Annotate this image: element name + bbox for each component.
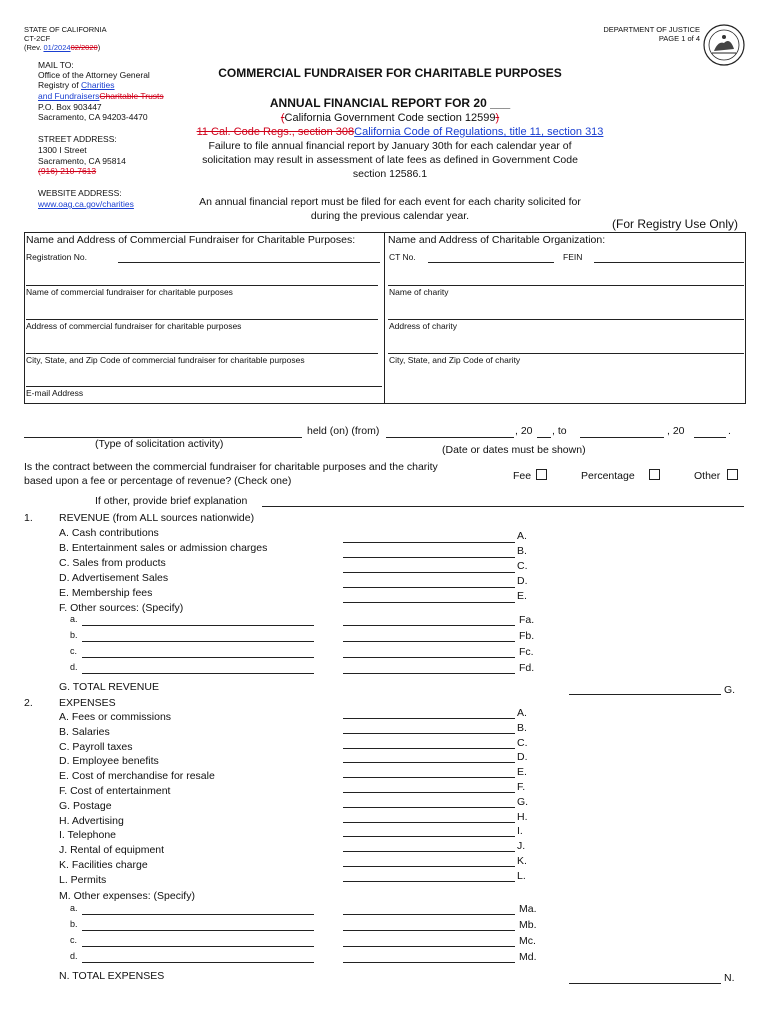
expense-item-code: I. <box>517 825 523 838</box>
period: . <box>728 425 731 437</box>
expense-other-letter: b. <box>70 919 78 929</box>
revenue-other-desc-field[interactable] <box>82 641 314 642</box>
report-title: ANNUAL FINANCIAL REPORT FOR 20 ___ <box>269 96 511 110</box>
revenue-other-letter: d. <box>70 662 78 672</box>
revenue-item-code: C. <box>517 560 528 572</box>
page-number: PAGE 1 of 4 <box>658 34 700 43</box>
website-label: WEBSITE ADDRESS: <box>38 188 122 198</box>
percentage-checkbox[interactable] <box>649 469 660 480</box>
annual-line-1: An annual financial report must be filed for each event for each charity solicited for <box>199 196 581 208</box>
registration-no-field[interactable] <box>118 262 380 263</box>
expense-item-field[interactable] <box>343 851 515 852</box>
solicitation-type-caption: (Type of solicitation activity) <box>95 438 224 450</box>
expense-other-desc-field[interactable] <box>82 914 314 915</box>
expense-item-code: L. <box>517 869 526 882</box>
fail-line-1: Failure to file annual financial report by January 30th for each calendar year of <box>208 140 572 152</box>
revenue-other-code: Fc. <box>519 646 534 658</box>
expense-item-field[interactable] <box>343 733 515 734</box>
date-to-field[interactable] <box>580 437 664 438</box>
cf-email-field[interactable] <box>26 386 382 387</box>
website-link[interactable]: www.oag.ca.gov/charities <box>38 199 134 209</box>
mail-city: Sacramento, CA 94203-4470 <box>38 112 148 122</box>
expense-item-code: J. <box>517 840 526 853</box>
revenue-other-desc-field[interactable] <box>82 673 314 674</box>
year-from-field[interactable] <box>537 437 551 438</box>
cf-city-label: City, State, and Zip Code of commercial fundraiser for charitable purposes <box>26 355 305 365</box>
expense-item-field[interactable] <box>343 762 515 763</box>
expense-item-field[interactable] <box>343 777 515 778</box>
expense-item-code: F. <box>517 781 526 793</box>
expense-item-code: E. <box>517 766 527 779</box>
expense-item-code: G. <box>517 795 529 808</box>
expense-item-label: B. Salaries <box>59 725 110 738</box>
revenue-item-code: B. <box>517 545 527 557</box>
other-label: Other <box>694 470 721 482</box>
expense-item-label: A. Fees or commissions <box>59 711 172 723</box>
expense-item-field[interactable] <box>343 792 515 793</box>
mail-line-1: Office of the Attorney General <box>38 70 150 80</box>
revenue-other-amount-field[interactable] <box>343 673 515 674</box>
cf-address-field[interactable] <box>26 319 378 320</box>
cf-city-field[interactable] <box>26 353 378 354</box>
charity-name-label: Name of charity <box>389 287 449 297</box>
contract-question-1: Is the contract between the commercial fundraiser for charitable purposes and the charity <box>24 461 438 473</box>
phone-old: (916) 210-7613 <box>38 166 97 176</box>
expense-other-code: Mc. <box>519 935 536 947</box>
other-checkbox[interactable] <box>727 469 738 480</box>
revenue-other-letter: c. <box>70 646 78 656</box>
expense-item-code: D. <box>517 751 528 764</box>
revenue-item-field[interactable] <box>343 542 515 543</box>
registration-no-label: Registration No. <box>26 252 87 262</box>
expense-other-code: Ma. <box>519 903 537 915</box>
charity-name-field[interactable] <box>388 285 744 286</box>
expense-other-desc-field[interactable] <box>82 930 314 931</box>
mail-to-label: MAIL TO: <box>38 60 74 70</box>
street-line-2: Sacramento, CA 95814 <box>38 156 126 166</box>
expense-item-code: B. <box>517 721 527 734</box>
registry-use-label: (For Registry Use Only) <box>612 217 739 231</box>
expense-item-label: F. Cost of entertainment <box>59 785 171 797</box>
state-label: STATE OF CALIFORNIA <box>24 25 107 34</box>
total-revenue-label: G. TOTAL REVENUE <box>59 681 159 693</box>
revenue-other-code: Fb. <box>519 630 535 642</box>
revenue-item-label: A. Cash contributions <box>59 527 159 539</box>
expense-other-letter: a. <box>70 903 78 913</box>
expense-other-amount-field[interactable] <box>343 946 515 947</box>
total-expenses-field[interactable] <box>569 983 721 984</box>
revenue-item-label: D. Advertisement Sales <box>59 572 169 584</box>
revenue-number: 1. <box>24 512 33 524</box>
year-to-field[interactable] <box>694 437 726 438</box>
revenue-item-label: E. Membership fees <box>59 587 153 599</box>
expense-item-label: K. Facilities charge <box>59 859 148 871</box>
total-revenue-field[interactable] <box>569 694 721 695</box>
mail-po-box: P.O. Box 903447 <box>38 102 102 112</box>
expense-item-label: H. Advertising <box>59 814 124 827</box>
mail-line-3: and FundraisersCharitable Trusts <box>38 91 164 101</box>
expense-item-code: K. <box>517 855 527 867</box>
expense-other-amount-field[interactable] <box>343 930 515 931</box>
expense-item-field[interactable] <box>343 718 515 719</box>
regs-line: 11 Cal. Code Regs., section 308California Code of Regulations, title 11, section 313 <box>196 126 604 138</box>
department-label: DEPARTMENT OF JUSTICE <box>603 25 700 34</box>
fail-line-3: section 12586.1 <box>352 168 428 180</box>
expense-item-field[interactable] <box>343 881 515 882</box>
expenses-title: EXPENSES <box>59 697 116 709</box>
ct-no-label: CT No. <box>389 252 416 262</box>
percentage-label: Percentage <box>581 470 635 482</box>
expense-other-desc-field[interactable] <box>82 962 314 963</box>
revenue-item-code: A. <box>517 530 527 542</box>
expense-other-code: Mb. <box>519 919 537 931</box>
charity-city-label: City, State, and Zip Code of charity <box>389 355 521 365</box>
revenue-item-code: E. <box>517 590 527 602</box>
charity-box-header: Name and Address of Charitable Organization: <box>388 234 606 246</box>
expense-other-amount-field[interactable] <box>343 914 515 915</box>
revenue-other-code: Fa. <box>519 614 535 626</box>
revenue-other-desc-field[interactable] <box>82 625 314 626</box>
held-label: held (on) (from) <box>307 425 380 437</box>
mail-line-2: Registry of Charities <box>38 80 115 90</box>
revenue-other-letter: b. <box>70 630 78 640</box>
street-line-1: 1300 I Street <box>38 145 87 155</box>
revenue-other-amount-field[interactable] <box>343 625 515 626</box>
fein-label: FEIN <box>563 252 583 262</box>
expense-item-label: I. Telephone <box>59 829 117 842</box>
revenue-other-code: Fd. <box>519 662 535 674</box>
gov-code-line: (California Government Code section 12599) <box>280 112 500 124</box>
total-revenue-code: G. <box>724 684 736 696</box>
form-id: CT-2CF <box>24 34 51 43</box>
revenue-item-field[interactable] <box>343 557 515 558</box>
expense-item-field[interactable] <box>343 807 515 808</box>
annual-line-2: during the previous calendar year. <box>310 210 470 222</box>
expense-item-field[interactable] <box>343 866 515 867</box>
expense-item-label: C. Payroll taxes <box>59 740 133 753</box>
expense-item-field[interactable] <box>343 836 515 837</box>
revenue-item-field[interactable] <box>343 587 515 588</box>
revenue-other-label: F. Other sources: (Specify) <box>59 602 184 614</box>
expenses-number: 2. <box>24 697 33 709</box>
expense-other-letter: c. <box>70 935 78 945</box>
form-title: COMMERCIAL FUNDRAISER FOR CHARITABLE PURPOSES <box>218 66 562 80</box>
charity-address-field[interactable] <box>388 319 744 320</box>
expense-other-desc-field[interactable] <box>82 946 314 947</box>
expense-item-label: L. Permits <box>59 873 107 886</box>
revenue-item-label: B. Entertainment sales or admission charges <box>59 542 268 554</box>
total-expenses-label: N. TOTAL EXPENSES <box>59 970 165 982</box>
cf-email-label: E-mail Address <box>26 388 84 398</box>
fail-line-2: solicitation may result in assessment of late fees as defined in Government Code <box>202 154 578 166</box>
cf-box-header: Name and Address of Commercial Fundraiser for Charitable Purposes: <box>26 234 356 246</box>
cf-name-label: Name of commercial fundraiser for charitable purposes <box>26 287 233 297</box>
revenue-other-amount-field[interactable] <box>343 657 515 658</box>
fee-checkbox[interactable] <box>536 469 547 480</box>
expense-other-letter: d. <box>70 951 78 961</box>
ct-no-field[interactable] <box>428 262 554 263</box>
expense-item-code: C. <box>517 736 528 749</box>
contract-question-2: based upon a fee or percentage of revenue? (Check one) <box>24 475 292 487</box>
other-explanation-field[interactable] <box>262 506 744 507</box>
revision-label: (Rev. 01/202402/2020) <box>24 43 101 52</box>
expense-other-label: M. Other expenses: (Specify) <box>59 890 195 902</box>
expense-item-field[interactable] <box>343 822 515 823</box>
revenue-item-code: D. <box>517 575 528 587</box>
revenue-other-desc-field[interactable] <box>82 657 314 658</box>
expense-other-code: Md. <box>519 951 537 963</box>
expense-other-amount-field[interactable] <box>343 962 515 963</box>
revenue-item-field[interactable] <box>343 602 515 603</box>
street-label: STREET ADDRESS: <box>38 134 117 144</box>
year-from-prefix: , 20 <box>515 425 533 437</box>
expense-item-field[interactable] <box>343 748 515 749</box>
cf-address-label: Address of commercial fundraiser for charitable purposes <box>26 321 242 331</box>
revenue-title: REVENUE (from ALL sources nationwide) <box>59 512 255 524</box>
dates-caption: (Date or dates must be shown) <box>442 444 586 456</box>
charity-city-field[interactable] <box>388 353 744 354</box>
cf-name-field[interactable] <box>26 285 378 286</box>
fein-field[interactable] <box>594 262 744 263</box>
revenue-other-amount-field[interactable] <box>343 641 515 642</box>
expense-item-label: D. Employee benefits <box>59 755 159 768</box>
expense-item-label: G. Postage <box>59 799 112 812</box>
charity-address-label: Address of charity <box>389 321 458 331</box>
expense-item-label: J. Rental of equipment <box>59 844 165 857</box>
total-expenses-code: N. <box>724 972 735 984</box>
expense-item-code: A. <box>517 707 527 719</box>
if-other-label: If other, provide brief explanation <box>95 495 248 507</box>
revenue-other-letter: a. <box>70 614 78 624</box>
revenue-item-field[interactable] <box>343 572 515 573</box>
year-to-prefix: , 20 <box>667 425 685 437</box>
date-from-field[interactable] <box>386 437 514 438</box>
fee-label: Fee <box>513 470 532 482</box>
state-seal-icon <box>702 23 746 67</box>
expense-item-code: H. <box>517 810 528 823</box>
revenue-item-label: C. Sales from products <box>59 557 166 569</box>
to-label: , to <box>552 425 567 437</box>
expense-item-label: E. Cost of merchandise for resale <box>59 770 215 783</box>
